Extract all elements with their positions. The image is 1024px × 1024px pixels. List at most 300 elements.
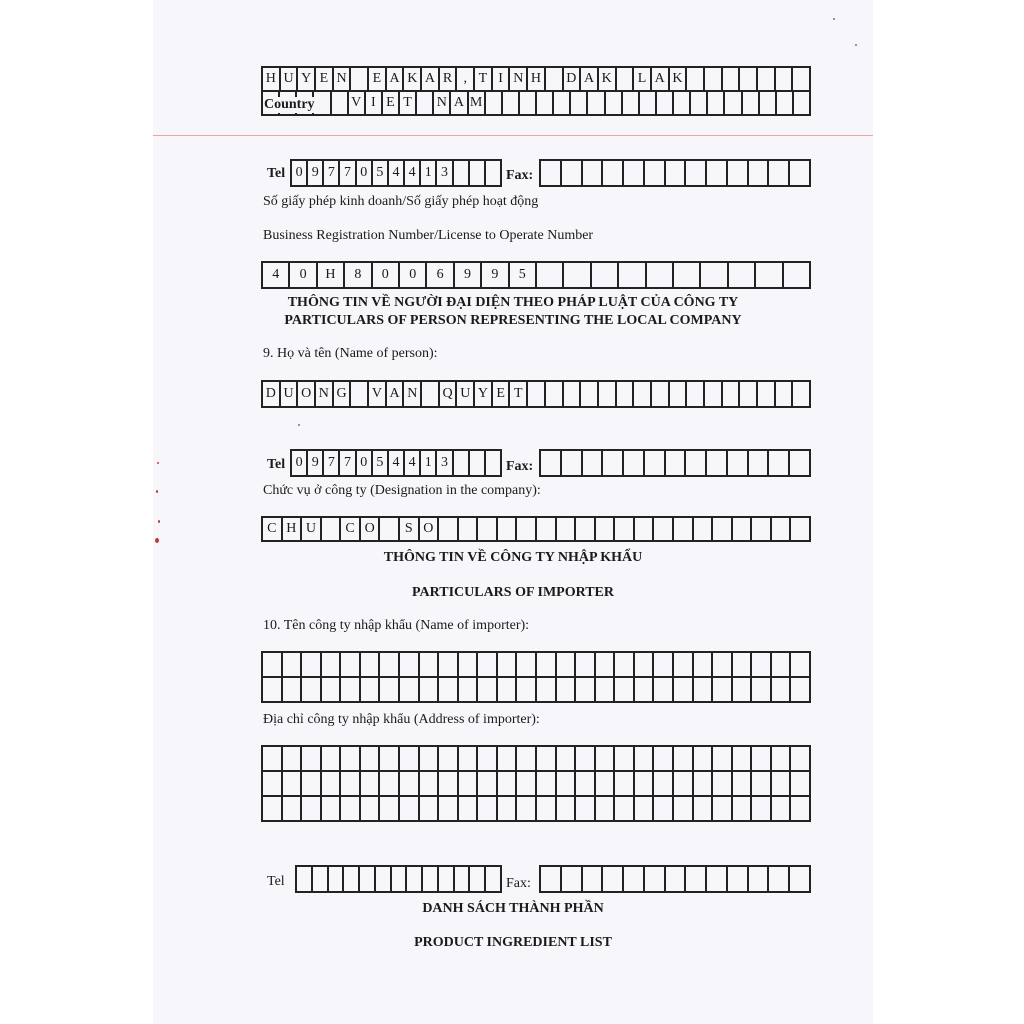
char-box[interactable] xyxy=(297,867,313,893)
char-box[interactable] xyxy=(283,747,303,772)
char-box[interactable] xyxy=(470,161,486,187)
char-box[interactable] xyxy=(723,382,741,408)
char-box[interactable] xyxy=(615,772,635,797)
char-box[interactable] xyxy=(498,797,518,822)
char-box[interactable]: L xyxy=(634,68,652,92)
char-box[interactable] xyxy=(790,867,811,893)
char-box[interactable] xyxy=(360,867,376,893)
char-box[interactable] xyxy=(772,772,792,797)
char-box[interactable] xyxy=(361,653,381,678)
char-box[interactable] xyxy=(790,451,811,477)
char-box[interactable]: U xyxy=(302,518,322,542)
char-box[interactable] xyxy=(760,92,777,116)
char-box[interactable]: A xyxy=(451,92,468,116)
char-box[interactable] xyxy=(707,451,728,477)
char-box[interactable] xyxy=(733,653,753,678)
char-box[interactable] xyxy=(615,678,635,703)
char-box[interactable] xyxy=(654,772,674,797)
char-box[interactable] xyxy=(302,772,322,797)
char-box[interactable] xyxy=(537,678,557,703)
char-box[interactable]: A xyxy=(387,68,405,92)
char-box[interactable]: Y xyxy=(475,382,493,408)
char-box[interactable] xyxy=(674,518,694,542)
char-box[interactable] xyxy=(596,653,616,678)
char-box[interactable] xyxy=(459,518,479,542)
char-box[interactable] xyxy=(615,653,635,678)
char-box[interactable] xyxy=(322,772,342,797)
char-box[interactable] xyxy=(420,797,440,822)
char-box[interactable]: H xyxy=(318,263,345,289)
char-box[interactable] xyxy=(562,161,583,187)
char-box[interactable] xyxy=(322,797,342,822)
char-box[interactable]: A xyxy=(581,68,599,92)
char-box[interactable] xyxy=(454,161,470,187)
char-box[interactable] xyxy=(758,382,776,408)
char-box[interactable]: U xyxy=(457,382,475,408)
char-box[interactable]: 3 xyxy=(437,161,453,187)
char-box[interactable] xyxy=(557,797,577,822)
char-box[interactable] xyxy=(624,451,645,477)
char-box[interactable] xyxy=(361,797,381,822)
char-box[interactable] xyxy=(666,161,687,187)
char-box[interactable] xyxy=(772,678,792,703)
char-box[interactable] xyxy=(708,92,725,116)
char-box[interactable] xyxy=(283,653,303,678)
char-box[interactable] xyxy=(635,678,655,703)
char-box[interactable] xyxy=(537,518,557,542)
char-box[interactable] xyxy=(376,867,392,893)
char-box[interactable] xyxy=(478,518,498,542)
char-box[interactable] xyxy=(713,747,733,772)
char-box[interactable] xyxy=(478,678,498,703)
char-box[interactable] xyxy=(777,92,794,116)
char-box[interactable] xyxy=(733,772,753,797)
char-box[interactable]: 8 xyxy=(345,263,372,289)
char-box[interactable] xyxy=(313,867,329,893)
char-box[interactable] xyxy=(686,161,707,187)
char-box[interactable]: D xyxy=(564,68,582,92)
char-box[interactable]: 9 xyxy=(455,263,482,289)
char-box[interactable] xyxy=(758,68,776,92)
char-box[interactable] xyxy=(341,772,361,797)
char-box[interactable] xyxy=(420,747,440,772)
char-box[interactable]: C xyxy=(341,518,361,542)
char-box[interactable] xyxy=(647,263,674,289)
char-box[interactable] xyxy=(517,772,537,797)
char-box[interactable] xyxy=(705,68,723,92)
char-box[interactable] xyxy=(733,518,753,542)
char-box[interactable] xyxy=(713,678,733,703)
char-box[interactable]: U xyxy=(281,382,299,408)
char-box[interactable]: S xyxy=(400,518,420,542)
char-box[interactable]: 7 xyxy=(324,451,340,477)
char-box[interactable] xyxy=(439,518,459,542)
char-box[interactable] xyxy=(361,747,381,772)
char-box[interactable]: 7 xyxy=(324,161,340,187)
char-box[interactable] xyxy=(624,867,645,893)
char-box[interactable] xyxy=(283,772,303,797)
char-box[interactable]: U xyxy=(281,68,299,92)
char-box[interactable] xyxy=(729,263,756,289)
char-box[interactable]: H xyxy=(283,518,303,542)
char-box[interactable]: 0 xyxy=(357,451,373,477)
char-box[interactable]: D xyxy=(263,382,281,408)
char-box[interactable] xyxy=(439,653,459,678)
char-box[interactable]: T xyxy=(475,68,493,92)
char-box[interactable] xyxy=(596,518,616,542)
char-box[interactable] xyxy=(772,747,792,772)
char-box[interactable] xyxy=(459,797,479,822)
char-box[interactable] xyxy=(302,797,322,822)
char-box[interactable] xyxy=(635,747,655,772)
char-box[interactable]: 0 xyxy=(292,451,308,477)
char-box[interactable] xyxy=(380,772,400,797)
char-box[interactable]: M xyxy=(469,92,486,116)
char-box[interactable]: 5 xyxy=(373,451,389,477)
char-box[interactable] xyxy=(674,653,694,678)
char-box[interactable] xyxy=(478,797,498,822)
char-box[interactable] xyxy=(596,678,616,703)
char-box[interactable] xyxy=(694,797,714,822)
char-box[interactable] xyxy=(314,92,331,116)
char-box[interactable] xyxy=(486,451,502,477)
char-box[interactable] xyxy=(694,747,714,772)
char-box[interactable]: 4 xyxy=(263,263,290,289)
char-box[interactable] xyxy=(439,678,459,703)
char-box[interactable] xyxy=(791,518,811,542)
char-box[interactable] xyxy=(784,263,811,289)
char-box[interactable] xyxy=(459,678,479,703)
char-box[interactable] xyxy=(417,92,434,116)
char-box[interactable] xyxy=(666,867,687,893)
char-box[interactable] xyxy=(596,772,616,797)
char-box[interactable] xyxy=(674,263,701,289)
char-box[interactable] xyxy=(422,382,440,408)
char-box[interactable] xyxy=(537,263,564,289)
char-box[interactable] xyxy=(733,747,753,772)
char-box[interactable] xyxy=(537,747,557,772)
char-box[interactable] xyxy=(564,263,591,289)
char-box[interactable] xyxy=(571,92,588,116)
char-box[interactable] xyxy=(576,747,596,772)
char-box[interactable] xyxy=(503,92,520,116)
char-box[interactable] xyxy=(517,747,537,772)
char-box[interactable] xyxy=(640,92,657,116)
char-box[interactable] xyxy=(459,747,479,772)
char-box[interactable] xyxy=(322,678,342,703)
char-box[interactable]: Q xyxy=(440,382,458,408)
char-box[interactable]: 5 xyxy=(510,263,537,289)
char-box[interactable] xyxy=(344,867,360,893)
char-box[interactable] xyxy=(576,678,596,703)
char-box[interactable]: N xyxy=(510,68,528,92)
char-box[interactable] xyxy=(635,518,655,542)
char-box[interactable] xyxy=(654,518,674,542)
char-box[interactable] xyxy=(694,518,714,542)
char-box[interactable] xyxy=(687,382,705,408)
char-box[interactable] xyxy=(439,867,455,893)
char-box[interactable] xyxy=(459,772,479,797)
char-box[interactable] xyxy=(576,772,596,797)
char-box[interactable] xyxy=(654,653,674,678)
char-box[interactable] xyxy=(670,382,688,408)
char-box[interactable] xyxy=(694,772,714,797)
char-box[interactable] xyxy=(791,772,811,797)
char-box[interactable] xyxy=(537,653,557,678)
char-box[interactable] xyxy=(263,653,283,678)
char-box[interactable] xyxy=(769,451,790,477)
char-box[interactable] xyxy=(772,653,792,678)
char-box[interactable] xyxy=(687,68,705,92)
char-box[interactable] xyxy=(528,382,546,408)
char-box[interactable] xyxy=(341,747,361,772)
char-box[interactable] xyxy=(562,867,583,893)
char-box[interactable] xyxy=(725,92,742,116)
char-box[interactable] xyxy=(752,797,772,822)
char-box[interactable] xyxy=(728,867,749,893)
char-box[interactable] xyxy=(420,653,440,678)
char-box[interactable] xyxy=(790,161,811,187)
char-box[interactable]: Y xyxy=(298,68,316,92)
char-box[interactable] xyxy=(752,747,772,772)
char-box[interactable] xyxy=(635,797,655,822)
char-box[interactable]: 0 xyxy=(357,161,373,187)
char-box[interactable]: O xyxy=(420,518,440,542)
char-box[interactable] xyxy=(439,797,459,822)
char-box[interactable]: N xyxy=(334,68,352,92)
char-box[interactable] xyxy=(517,678,537,703)
char-box[interactable] xyxy=(619,263,646,289)
char-box[interactable]: K xyxy=(599,68,617,92)
char-box[interactable] xyxy=(283,678,303,703)
char-box[interactable] xyxy=(634,382,652,408)
char-box[interactable] xyxy=(749,451,770,477)
char-box[interactable] xyxy=(686,451,707,477)
char-box[interactable] xyxy=(645,451,666,477)
char-box[interactable] xyxy=(455,867,471,893)
char-box[interactable] xyxy=(674,797,694,822)
char-box[interactable] xyxy=(694,653,714,678)
char-box[interactable] xyxy=(776,382,794,408)
char-box[interactable] xyxy=(666,451,687,477)
char-box[interactable]: 4 xyxy=(389,451,405,477)
char-box[interactable] xyxy=(756,263,783,289)
char-box[interactable] xyxy=(361,772,381,797)
char-box[interactable]: E xyxy=(493,382,511,408)
char-box[interactable]: 9 xyxy=(308,161,324,187)
char-box[interactable] xyxy=(423,867,439,893)
char-box[interactable] xyxy=(562,451,583,477)
char-box[interactable]: 5 xyxy=(373,161,389,187)
char-box[interactable] xyxy=(772,797,792,822)
char-box[interactable] xyxy=(752,653,772,678)
char-box[interactable] xyxy=(283,797,303,822)
char-box[interactable]: A xyxy=(652,68,670,92)
char-box[interactable] xyxy=(617,68,635,92)
char-box[interactable] xyxy=(470,867,486,893)
char-box[interactable] xyxy=(554,92,571,116)
char-box[interactable] xyxy=(486,92,503,116)
char-box[interactable] xyxy=(392,867,408,893)
char-box[interactable]: V xyxy=(349,92,366,116)
char-box[interactable] xyxy=(645,161,666,187)
char-box[interactable] xyxy=(794,92,811,116)
char-box[interactable] xyxy=(564,382,582,408)
char-box[interactable] xyxy=(439,772,459,797)
char-box[interactable] xyxy=(728,161,749,187)
char-box[interactable] xyxy=(740,382,758,408)
char-box[interactable] xyxy=(439,747,459,772)
char-box[interactable] xyxy=(380,747,400,772)
char-box[interactable] xyxy=(654,747,674,772)
char-box[interactable] xyxy=(400,797,420,822)
char-box[interactable] xyxy=(322,518,342,542)
char-box[interactable] xyxy=(351,382,369,408)
char-box[interactable] xyxy=(752,772,772,797)
char-box[interactable] xyxy=(498,653,518,678)
char-box[interactable] xyxy=(478,772,498,797)
char-box[interactable] xyxy=(263,678,283,703)
char-box[interactable] xyxy=(705,382,723,408)
char-box[interactable] xyxy=(791,797,811,822)
char-box[interactable] xyxy=(341,678,361,703)
char-box[interactable]: 0 xyxy=(400,263,427,289)
char-box[interactable] xyxy=(576,518,596,542)
char-box[interactable] xyxy=(302,747,322,772)
char-box[interactable] xyxy=(624,161,645,187)
char-box[interactable]: N xyxy=(316,382,334,408)
char-box[interactable] xyxy=(361,678,381,703)
char-box[interactable]: 3 xyxy=(437,451,453,477)
char-box[interactable] xyxy=(478,653,498,678)
char-box[interactable] xyxy=(752,518,772,542)
char-box[interactable] xyxy=(743,92,760,116)
char-box[interactable]: 0 xyxy=(290,263,317,289)
char-box[interactable] xyxy=(596,797,616,822)
char-box[interactable] xyxy=(615,797,635,822)
char-box[interactable]: E xyxy=(316,68,334,92)
char-box[interactable] xyxy=(588,92,605,116)
char-box[interactable] xyxy=(557,747,577,772)
char-box[interactable] xyxy=(592,263,619,289)
char-box[interactable]: G xyxy=(334,382,352,408)
char-box[interactable] xyxy=(733,797,753,822)
char-box[interactable] xyxy=(322,747,342,772)
char-box[interactable] xyxy=(263,747,283,772)
char-box[interactable] xyxy=(694,678,714,703)
char-box[interactable]: E xyxy=(369,68,387,92)
char-box[interactable] xyxy=(498,772,518,797)
char-box[interactable] xyxy=(635,653,655,678)
char-box[interactable] xyxy=(749,161,770,187)
char-box[interactable] xyxy=(674,678,694,703)
char-box[interactable] xyxy=(459,653,479,678)
char-box[interactable] xyxy=(557,518,577,542)
char-box[interactable]: T xyxy=(510,382,528,408)
char-box[interactable] xyxy=(341,797,361,822)
char-box[interactable]: N xyxy=(434,92,451,116)
char-box[interactable] xyxy=(537,797,557,822)
char-box[interactable] xyxy=(654,678,674,703)
char-box[interactable] xyxy=(517,797,537,822)
char-box[interactable] xyxy=(498,747,518,772)
char-box[interactable] xyxy=(713,797,733,822)
char-box[interactable]: 4 xyxy=(405,451,421,477)
char-box[interactable] xyxy=(606,92,623,116)
char-box[interactable] xyxy=(674,747,694,772)
char-box[interactable]: 1 xyxy=(421,451,437,477)
char-box[interactable] xyxy=(341,653,361,678)
char-box[interactable] xyxy=(302,678,322,703)
char-box[interactable] xyxy=(793,382,811,408)
char-box[interactable]: C xyxy=(263,518,283,542)
char-box[interactable]: K xyxy=(404,68,422,92)
char-box[interactable] xyxy=(728,451,749,477)
char-box[interactable] xyxy=(603,451,624,477)
char-box[interactable] xyxy=(686,867,707,893)
char-box[interactable] xyxy=(537,92,554,116)
char-box[interactable] xyxy=(713,653,733,678)
char-box[interactable] xyxy=(332,92,349,116)
char-box[interactable] xyxy=(713,772,733,797)
char-box[interactable] xyxy=(769,867,790,893)
char-box[interactable]: I xyxy=(366,92,383,116)
char-box[interactable] xyxy=(537,772,557,797)
char-box[interactable] xyxy=(707,161,728,187)
char-box[interactable] xyxy=(498,518,518,542)
char-box[interactable]: N xyxy=(404,382,422,408)
char-box[interactable] xyxy=(691,92,708,116)
char-box[interactable] xyxy=(615,747,635,772)
char-box[interactable] xyxy=(707,867,728,893)
char-box[interactable]: 4 xyxy=(405,161,421,187)
char-box[interactable]: E xyxy=(383,92,400,116)
char-box[interactable] xyxy=(769,161,790,187)
char-box[interactable] xyxy=(583,867,604,893)
char-box[interactable] xyxy=(486,867,502,893)
char-box[interactable] xyxy=(541,451,562,477)
char-box[interactable]: 4 xyxy=(389,161,405,187)
char-box[interactable] xyxy=(454,451,470,477)
char-box[interactable] xyxy=(583,161,604,187)
char-box[interactable] xyxy=(541,867,562,893)
char-box[interactable] xyxy=(470,451,486,477)
char-box[interactable] xyxy=(776,68,794,92)
char-box[interactable]: R xyxy=(440,68,458,92)
char-box[interactable]: 7 xyxy=(340,451,356,477)
char-box[interactable] xyxy=(517,653,537,678)
char-box[interactable]: 9 xyxy=(308,451,324,477)
char-box[interactable] xyxy=(557,653,577,678)
char-box[interactable] xyxy=(400,747,420,772)
char-box[interactable] xyxy=(517,518,537,542)
char-box[interactable] xyxy=(791,653,811,678)
char-box[interactable]: H xyxy=(528,68,546,92)
char-box[interactable] xyxy=(478,747,498,772)
char-box[interactable] xyxy=(400,678,420,703)
char-box[interactable] xyxy=(635,772,655,797)
char-box[interactable] xyxy=(723,68,741,92)
char-box[interactable]: I xyxy=(493,68,511,92)
char-box[interactable] xyxy=(623,92,640,116)
char-box[interactable] xyxy=(486,161,502,187)
char-box[interactable] xyxy=(541,161,562,187)
char-box[interactable] xyxy=(400,772,420,797)
char-box[interactable] xyxy=(546,382,564,408)
char-box[interactable] xyxy=(351,68,369,92)
char-box[interactable] xyxy=(302,653,322,678)
char-box[interactable]: 0 xyxy=(292,161,308,187)
